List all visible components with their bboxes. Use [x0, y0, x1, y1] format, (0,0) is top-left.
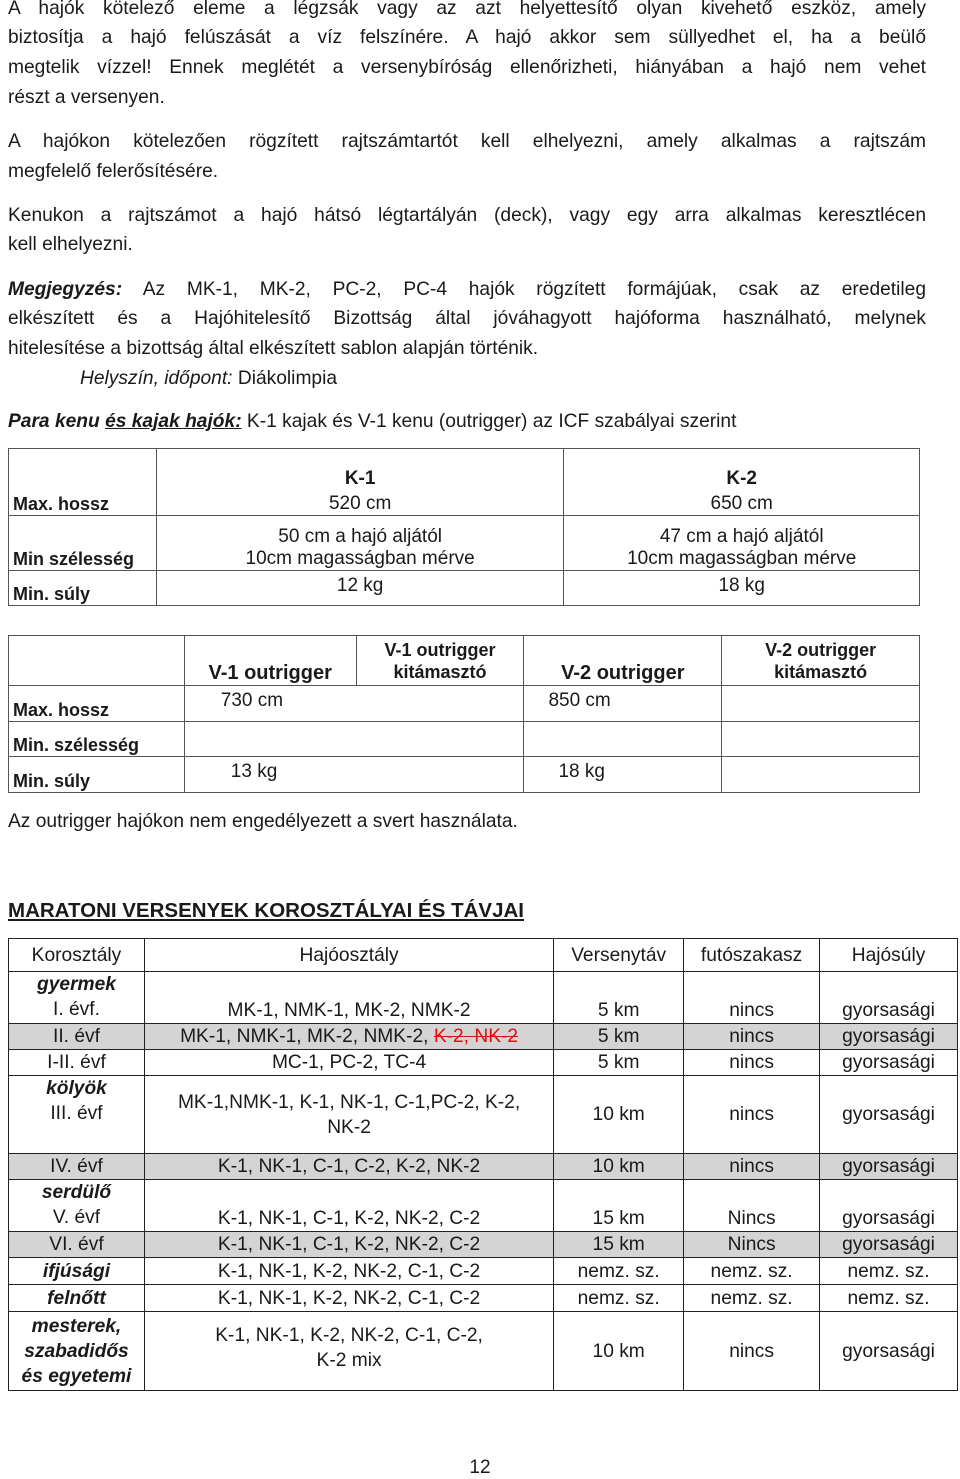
row-label-min-width: Min szélesség: [9, 516, 157, 571]
weight-cell: gyorsasági: [820, 1312, 958, 1391]
table-row: [9, 1180, 958, 1232]
k2-max-length: 650 cm: [564, 490, 920, 516]
boat-class-cell: K-1, NK-1, C-1, C-2, K-2, NK-2: [144, 1154, 553, 1180]
table-row: [9, 757, 920, 793]
boat-class-cell: K-1, NK-1, C-1, K-2, NK-2, C-2: [144, 1180, 553, 1232]
weight-cell: gyorsasági: [820, 1180, 958, 1232]
weight-cell: gyorsasági: [820, 1024, 958, 1050]
table-row: [9, 1312, 958, 1391]
weight-cell: nemz. sz.: [820, 1258, 958, 1285]
boat-class-cell: K-1, NK-1, C-1, K-2, NK-2, C-2: [144, 1232, 553, 1258]
k2-min-width: [564, 516, 920, 571]
table-row: [9, 972, 958, 1024]
page-number: 12: [469, 1457, 491, 1478]
distance-cell: 5 km: [554, 1024, 684, 1050]
k2-min-width-line2: 10cm magasságban mérve: [627, 548, 857, 569]
kayak-spec-table: [8, 448, 920, 606]
running-cell: nincs: [684, 972, 820, 1024]
paragraph-canoe-number-line1: Kenukon a rajtszámot a hajó hátsó légtartályán (deck), vagy egy arra alkalmas keresztlécen: [8, 205, 926, 226]
age-group-cell: kölyök III. évf: [9, 1076, 145, 1154]
boat-class-cell: MK-1, NMK-1, MK-2, NMK-2, K-2, NK-2: [144, 1024, 553, 1050]
k1-max-length: 520 cm: [156, 490, 564, 516]
distance-cell: 10 km: [554, 1076, 684, 1154]
paragraph-number-holder-line1: A hajókon kötelezően rögzített rajtszámtartót kell elhelyezni, amely alkalmas a rajtszám: [8, 131, 926, 152]
note-line3: hitelesítése a bizottság által elkészített sablon alapján történik.: [8, 338, 539, 359]
location-label: Helyszín, időpont:: [80, 368, 233, 389]
table-row: [9, 490, 920, 516]
distance-cell: 5 km: [554, 1050, 684, 1076]
table-row: [9, 1232, 958, 1258]
table-row: [9, 1050, 958, 1076]
weight-cell: gyorsasági: [820, 1076, 958, 1154]
age-group-cell: serdülő V. évf: [9, 1180, 145, 1232]
paragraph-airbag-line4: részt a versenyen.: [8, 87, 165, 108]
paragraph-canoe-number-line2: kell elhelyezni.: [8, 234, 133, 255]
distance-cell: nemz. sz.: [554, 1258, 684, 1285]
age-group-cell: felnőtt: [9, 1285, 145, 1312]
row-label-min-weight: Min. súly: [9, 757, 185, 793]
weight-cell: gyorsasági: [820, 1050, 958, 1076]
distance-cell: 5 km: [554, 972, 684, 1024]
v1-max-length: 730 cm: [184, 686, 356, 722]
table-row: [9, 1024, 958, 1050]
running-cell: nemz. sz.: [684, 1285, 820, 1312]
weight-cell: gyorsasági: [820, 1232, 958, 1258]
k1-min-width-line1: 50 cm a hajó aljától: [278, 526, 442, 547]
para-heading-label-1: Para kenu: [8, 411, 106, 432]
k2-min-weight: 18 kg: [564, 571, 920, 606]
outrigger-spec-table: [8, 635, 920, 793]
table-row: [9, 571, 920, 606]
running-cell: nemz. sz.: [684, 1258, 820, 1285]
running-cell: nincs: [684, 1050, 820, 1076]
paragraph-number-holder-line2: megfelelő felerősítésére.: [8, 161, 219, 182]
kayak-header-row: [9, 449, 920, 490]
para-heading: [8, 407, 926, 436]
age-group-cell: mesterek, szabadidős és egyetemi: [9, 1312, 145, 1391]
struck-classes: K-2, NK-2: [433, 1026, 519, 1047]
note-line1: [8, 275, 926, 304]
weight-cell: gyorsasági: [820, 1154, 958, 1180]
age-group-cell: II. évf: [9, 1024, 145, 1050]
outrigger-note: Az outrigger hajókon nem engedélyezett a svert használata.: [8, 811, 518, 832]
table-row: [9, 1076, 958, 1154]
outrigger-col-v1: V-1 outrigger: [184, 636, 356, 686]
running-cell: nincs: [684, 1076, 820, 1154]
running-cell: nincs: [684, 1154, 820, 1180]
v1-min-weight: 13 kg: [184, 757, 356, 793]
age-group-cell: I-II. évf: [9, 1050, 145, 1076]
boat-class-cell: K-1, NK-1, K-2, NK-2, C-1, C-2, K-2 mix: [144, 1312, 553, 1391]
boat-class-cell: K-1, NK-1, K-2, NK-2, C-1, C-2: [144, 1285, 553, 1312]
running-cell: nincs: [684, 1024, 820, 1050]
header-age-group: Korosztály: [9, 939, 145, 972]
marathon-header-row: [9, 939, 958, 972]
header-boat-class: Hajóosztály: [144, 939, 553, 972]
boat-class-cell: K-1, NK-1, K-2, NK-2, C-1, C-2: [144, 1258, 553, 1285]
age-group-cell: VI. évf: [9, 1232, 145, 1258]
para-heading-rest: K-1 kajak és V-1 kenu (outrigger) az ICF szabályai szerint: [241, 411, 737, 432]
k1-min-width: [156, 516, 564, 571]
age-group-cell: gyermek I. évf.: [9, 972, 145, 1024]
outrigger-col-v2: V-2 outrigger: [524, 636, 722, 686]
table-row: [9, 722, 920, 757]
running-cell: Nincs: [684, 1180, 820, 1232]
note-label: Megjegyzés:: [8, 279, 123, 300]
header-running: futószakasz: [684, 939, 820, 972]
running-cell: nincs: [684, 1312, 820, 1391]
k1-min-width-line2: 10cm magasságban mérve: [245, 548, 475, 569]
para-heading-label-2: és kajak hajók:: [105, 411, 242, 432]
paragraph-airbag-line1: A hajók kötelező eleme a légzsák vagy az azt helyettesítő olyan kivehető eszköz, amely: [8, 0, 926, 19]
location-line: [80, 364, 960, 393]
row-label-max-length: Max. hossz: [9, 686, 185, 722]
boat-class-cell: MK-1,NMK-1, K-1, NK-1, C-1,PC-2, K-2, NK-2: [144, 1076, 553, 1154]
marathon-title: MARATONI VERSENYEK KOROSZTÁLYAI ÉS TÁVJAI: [8, 899, 525, 922]
weight-cell: nemz. sz.: [820, 1285, 958, 1312]
marathon-table: [8, 938, 958, 1391]
boat-class-cell: MK-1, NMK-1, MK-2, NMK-2: [144, 972, 553, 1024]
k1-min-weight: 12 kg: [156, 571, 564, 606]
weight-cell: gyorsasági: [820, 972, 958, 1024]
table-row: [9, 516, 920, 571]
distance-cell: 15 km: [554, 1180, 684, 1232]
paragraph-airbag-line3: megtelik vízzel! Ennek meglétét a versenybíróság ellenőrizheti, hiányában a hajó nem vehet: [8, 57, 926, 78]
header-distance: Versenytáv: [554, 939, 684, 972]
row-label-min-width: Min. szélesség: [9, 722, 185, 757]
v2-min-weight: 18 kg: [524, 757, 722, 793]
outrigger-col-v2-support: V-2 outrigger kitámasztó: [722, 636, 920, 686]
distance-cell: nemz. sz.: [554, 1285, 684, 1312]
note-text-line1: Az MK-1, MK-2, PC-2, PC-4 hajók rögzített formájúak, csak az eredetileg: [122, 279, 926, 300]
table-row: [9, 1285, 958, 1312]
table-row: [9, 686, 920, 722]
age-group-cell: IV. évf: [9, 1154, 145, 1180]
outrigger-col-v1-support: V-1 outrigger kitámasztó: [356, 636, 524, 686]
v2-min-width: [524, 722, 722, 757]
table-row: [9, 1154, 958, 1180]
distance-cell: 15 km: [554, 1232, 684, 1258]
location-value: Diákolimpia: [232, 368, 338, 389]
boat-class-cell: MC-1, PC-2, TC-4: [144, 1050, 553, 1076]
running-cell: Nincs: [684, 1232, 820, 1258]
paragraph-airbag-line2: biztosítja a hajó felúszását a víz felszínére. A hajó akkor sem süllyedhet el, ha a beülő: [8, 27, 926, 48]
kayak-col-k2: K-2: [564, 449, 920, 490]
kayak-col-k1: K-1: [156, 449, 564, 490]
distance-cell: 10 km: [554, 1312, 684, 1391]
age-group-cell: ifjúsági: [9, 1258, 145, 1285]
v2-max-length: 850 cm: [524, 686, 722, 722]
row-label-min-weight: Min. súly: [9, 571, 157, 606]
header-boat-weight: Hajósúly: [820, 939, 958, 972]
v1-min-width: [184, 722, 356, 757]
note-line2: elkészített és a Hajóhitelesítő Bizottság által jóváhagyott hajóforma használható, melynek: [8, 308, 926, 329]
distance-cell: 10 km: [554, 1154, 684, 1180]
row-label-max-length: Max. hossz: [9, 490, 157, 516]
table-row: [9, 1258, 958, 1285]
k2-min-width-line1: 47 cm a hajó aljától: [659, 526, 824, 547]
outrigger-header-row: [9, 636, 920, 686]
